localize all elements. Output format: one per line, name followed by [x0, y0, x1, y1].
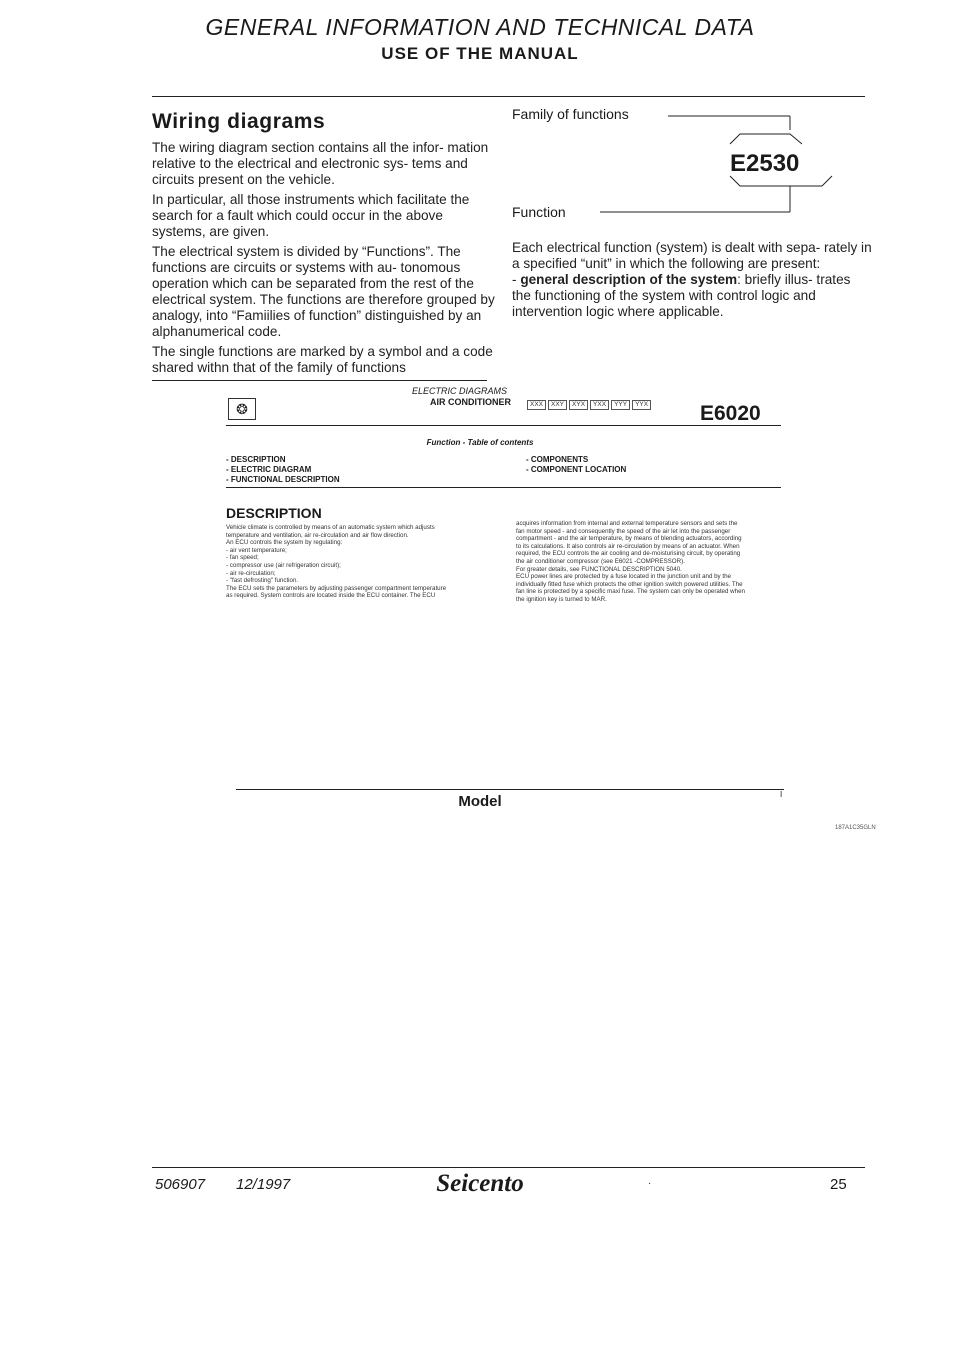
toc-heading: Function - Table of contents	[426, 438, 534, 447]
description-right-column	[516, 520, 788, 604]
bottom-bracket	[730, 176, 832, 186]
desc-line: individually fitted fuse which protects the other ignition switch powered utilities. The	[516, 580, 743, 588]
document-number: 506907	[155, 1176, 206, 1193]
desc-line: - air re-circulation;	[226, 569, 276, 577]
paragraph-5-intro: Each electrical function (system) is dealt with sepa- rately in a specified “unit” in which the following are present:	[512, 240, 872, 271]
diagram-title: AIR CONDITIONER	[430, 397, 511, 407]
desc-line: An ECU controls the system by regulating:	[226, 539, 343, 547]
section-heading: Wiring diagrams	[152, 110, 326, 133]
desc-line: - air vent temperature;	[226, 546, 287, 554]
toc-item: - DESCRIPTION	[226, 455, 286, 464]
desc-line: fan line is protected by a specific maxi fuse. The system can only be operated when	[516, 588, 745, 596]
desc-line: For greater details, see FUNCTIONAL DESCRIPTION 5040.	[516, 565, 682, 573]
diagram-tags	[527, 400, 651, 410]
toc-item: - COMPONENTS	[526, 455, 589, 464]
desc-line: - "fast defrosting" function.	[226, 577, 299, 585]
footer-rule	[152, 1167, 865, 1168]
model-label: Model	[458, 793, 502, 810]
snowflake-icon: ❂	[228, 398, 256, 420]
desc-line: to its calculations. It also controls air re-circulation by means of an actuator. When	[516, 542, 740, 550]
desc-line: the ignition key is turned to MAR.	[516, 595, 607, 603]
desc-line: - fan speed;	[226, 554, 259, 562]
desc-line: Vehicle climate is controlled by means of an automatic system which adjusts	[226, 524, 435, 531]
code-bracket-graphic	[600, 108, 840, 220]
desc-line: - compressor use (air refrigeration circuit);	[226, 561, 341, 569]
function-label: Function	[512, 204, 566, 220]
toc-rule	[226, 487, 781, 488]
page-header-title: GENERAL INFORMATION AND TECHNICAL DATA	[205, 14, 755, 40]
desc-line: ECU power lines are protected by a fuse located in the junction unit and by the	[516, 573, 731, 581]
function-code: E2530	[730, 150, 800, 177]
tag-item: XXY	[548, 400, 567, 410]
tag-item: XXX	[527, 400, 546, 410]
toc-left-list	[226, 455, 340, 485]
document-date: 12/1997	[236, 1176, 291, 1193]
desc-line: The ECU sets the parameters by adjusting passenger compartment temperature	[226, 584, 447, 592]
page-number: 25	[830, 1176, 847, 1193]
paragraph-5: Each electrical function (system) is dealt with sepa- rately in a specified “unit” in which the following are present: - general description of the system: briefly illus- trates the functioning of the system with control logic and intervention logic where applicable.	[512, 240, 872, 319]
tag-item: XYX	[569, 400, 588, 410]
desc-line: the air conditioner compressor (see E6021 -COMPRESSOR).	[516, 557, 685, 565]
toc-item: - COMPONENT LOCATION	[526, 465, 627, 474]
model-rule	[236, 789, 784, 790]
family-of-functions-label: Family of functions	[512, 106, 629, 122]
desc-line: compartment - and the air temperature, by means of blending actuators, according	[516, 535, 742, 543]
toc-right-list	[526, 455, 626, 475]
paragraph-1: The wiring diagram section contains all the infor- mation relative to the electrical and electronic sys- tems and circuits present on the vehicle.	[152, 140, 489, 187]
page-mark: I	[780, 790, 783, 799]
paragraph-3: The electrical system is divided by “Functions”. The functions are circuits or systems with au- tonomous operation which can be separated from the rest of the electrical system. The functions are therefore grouped by analogy, into “Famiilies of function” distinguished by an alphanumerical code.	[152, 244, 495, 339]
paragraph-4: The single functions are marked by a symbol and a code shared withn that of the family of functions	[152, 344, 493, 375]
tag-item: YXX	[590, 400, 609, 410]
toc-item: - ELECTRIC DIAGRAM	[226, 465, 312, 474]
tag-item: YYX	[632, 400, 651, 410]
diagram-header-rule	[226, 425, 781, 426]
description-left-column	[226, 524, 501, 600]
header-rule	[152, 96, 865, 97]
footer-dot: ·	[648, 1178, 652, 1189]
desc-line: fan motor speed - and consequently the speed of the air let into the passenger	[516, 527, 731, 535]
desc-line: temperature and ventilation, air re-circulation and air flow direction.	[226, 531, 409, 539]
brand-logo: Seicento	[436, 1170, 524, 1197]
reference-code: 187A1C35GLN	[835, 825, 876, 831]
desc-line: acquires information from internal and external temperature sensors and sets the	[516, 520, 738, 527]
paragraph-2: In particular, all those instruments which facilitate the search for a fault which could occur in the above systems, are given.	[152, 192, 470, 239]
toc-item: - FUNCTIONAL DESCRIPTION	[226, 475, 340, 484]
page-header-subtitle: USE OF THE MANUAL	[381, 44, 579, 63]
left-column-rule	[152, 380, 487, 381]
desc-line: as required. System controls are located inside the ECU container. The ECU	[226, 592, 436, 600]
diagram-code: E6020	[700, 402, 761, 425]
desc-line: required, the ECU controls the air cooling and de-moisturising circuit, by operating	[516, 550, 741, 558]
top-bracket	[730, 134, 802, 144]
description-heading: DESCRIPTION	[226, 505, 322, 521]
paragraph-5-bold: general description of the system	[520, 272, 738, 287]
paragraph-5-rest: : briefly illus- trates the functioning of the system with control logic and intervention logic where applicable.	[512, 272, 851, 319]
tag-item: YYY	[611, 400, 630, 410]
diagram-category: ELECTRIC DIAGRAMS	[412, 386, 508, 396]
